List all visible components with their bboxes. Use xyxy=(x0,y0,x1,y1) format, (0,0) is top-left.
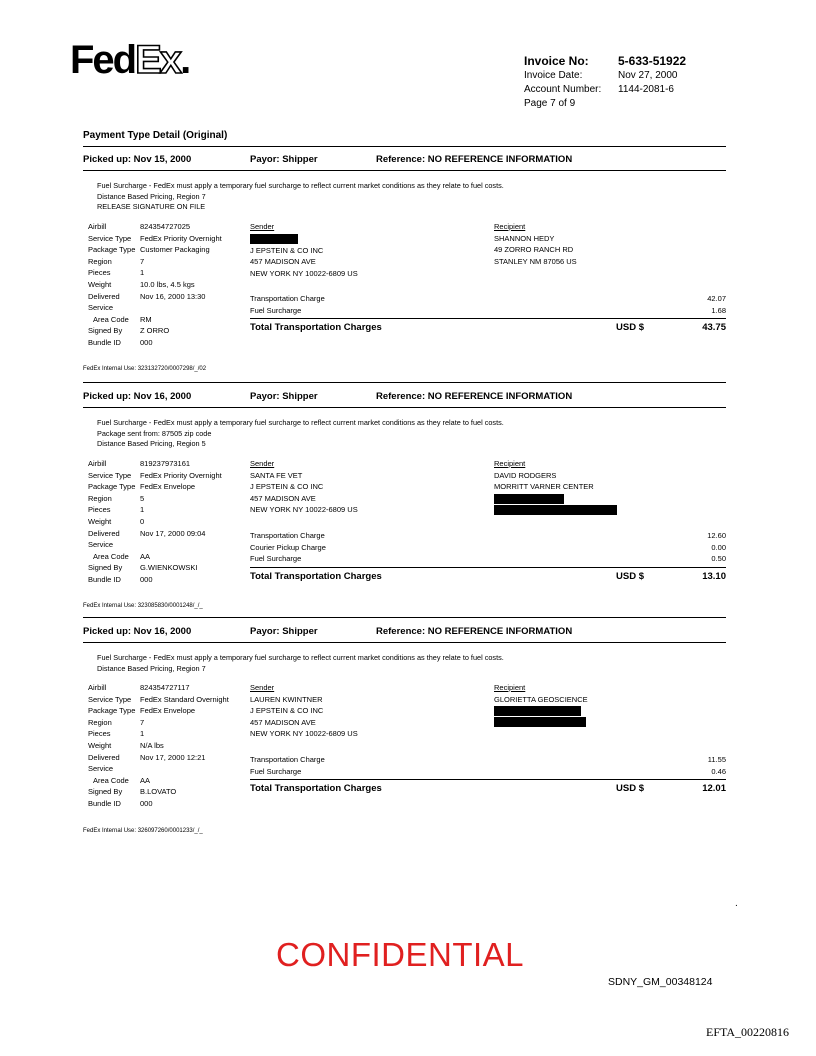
redaction-box xyxy=(494,706,581,716)
detail-row-region xyxy=(88,717,229,729)
detail-row-delivered xyxy=(88,752,229,764)
service-type-label: Service Type xyxy=(88,470,132,480)
detail-row-service xyxy=(88,539,222,551)
bundle-id-value: 000 xyxy=(140,574,153,584)
charges-rule xyxy=(250,318,726,319)
delivered-label: Delivered xyxy=(88,528,120,538)
recipient-line: DAVID RODGERS xyxy=(494,470,557,480)
footer-dot: . xyxy=(735,898,738,909)
detail-row-bundle-id xyxy=(88,798,229,810)
picked-up-date: Picked up: Nov 16, 2000 xyxy=(83,626,192,637)
page-number: Page 7 of 9 xyxy=(524,98,576,109)
charge-label: Transportation Charge xyxy=(250,294,325,303)
airbill-value: 824354727117 xyxy=(140,683,190,692)
weight-label: Weight xyxy=(88,516,112,526)
signed-by-value: Z ORRO xyxy=(140,326,170,336)
area-code-label: Area Code xyxy=(93,551,129,561)
redaction-box xyxy=(494,505,617,515)
section-title: Payment Type Detail (Original) xyxy=(83,130,228,141)
area-code-value: AA xyxy=(140,775,151,785)
charge-row xyxy=(250,293,726,305)
delivered-label: Delivered xyxy=(88,291,120,301)
recipient-line: GLORIETTA GEOSCIENCE xyxy=(494,694,588,704)
charges-table xyxy=(250,530,726,582)
charge-amount: 11.55 xyxy=(707,755,726,764)
detail-row-service xyxy=(88,302,222,314)
service-type-value: FedEx Priority Overnight xyxy=(140,470,222,480)
recipient-line: SHANNON HEDY xyxy=(494,233,555,243)
charges-rule xyxy=(250,779,726,780)
account-number-label: Account Number: xyxy=(524,84,602,95)
total-amount: 13.10 xyxy=(702,570,726,582)
picked-up-date: Picked up: Nov 16, 2000 xyxy=(83,391,192,402)
area-code-label: Area Code xyxy=(93,314,129,324)
invoice-date-label: Invoice Date: xyxy=(524,70,583,81)
charge-label: Fuel Surcharge xyxy=(250,305,302,315)
sender-line: 457 MADISON AVE xyxy=(250,717,316,727)
package-type-label: Package Type xyxy=(88,706,136,716)
service-type-label: Service Type xyxy=(88,694,132,704)
weight-label: Weight xyxy=(88,279,112,289)
shipment-notes xyxy=(97,181,504,213)
account-number-value: 1144-2081-6 xyxy=(618,84,674,95)
section-rule xyxy=(83,146,726,147)
bundle-id-label: Bundle ID xyxy=(88,798,121,808)
package-type-label: Package Type xyxy=(88,482,136,492)
header-rule xyxy=(83,170,726,171)
header-rule xyxy=(83,407,726,408)
detail-row-pieces xyxy=(88,728,229,740)
service-label: Service xyxy=(88,764,114,774)
signed-by-label: Signed By xyxy=(88,326,123,336)
note-line: Fuel Surcharge - FedEx must apply a temporary fuel surcharge to reflect current market conditions as they relate to fuel costs. xyxy=(97,653,504,662)
note-line: Distance Based Pricing, Region 7 xyxy=(97,663,206,673)
recipient-line: MORRITT VARNER CENTER xyxy=(494,482,594,492)
bundle-id-value: 000 xyxy=(140,798,153,808)
shipment-separator xyxy=(83,382,726,383)
shipment-notes xyxy=(97,653,504,674)
charge-row xyxy=(250,553,726,565)
service-type-value: FedEx Priority Overnight xyxy=(140,233,222,243)
bundle-id-value: 000 xyxy=(140,337,153,347)
logo-ex: Ex xyxy=(135,38,181,82)
service-type-label: Service Type xyxy=(88,233,132,243)
weight-value: N/A lbs xyxy=(140,740,164,750)
charge-amount: 0.46 xyxy=(711,766,726,776)
detail-row-area-code xyxy=(88,775,229,787)
charge-amount: 12.60 xyxy=(707,531,726,540)
detail-row-bundle-id xyxy=(88,574,222,586)
fedex-logo xyxy=(70,40,189,80)
charge-amount: 42.07 xyxy=(707,294,726,303)
detail-row-area-code xyxy=(88,551,222,563)
note-line: Distance Based Pricing, Region 5 xyxy=(97,439,206,448)
package-type-value: FedEx Envelope xyxy=(140,482,196,492)
charge-amount: 0.50 xyxy=(711,554,726,564)
recipient-line: STANLEY NM 87056 US xyxy=(494,256,577,266)
invoice-info xyxy=(524,53,686,111)
invoice-no-label: Invoice No: xyxy=(524,54,589,68)
detail-row-weight xyxy=(88,516,222,528)
sender-line: J EPSTEIN & CO INC xyxy=(250,706,324,716)
sender-line: SANTA FE VET xyxy=(250,470,303,480)
detail-row-weight xyxy=(88,740,229,752)
internal-use: FedEx Internal Use: 326097260/0001233/_/_ xyxy=(83,828,203,834)
total-row xyxy=(250,322,726,334)
recipient-label: Recipient xyxy=(494,459,526,468)
detail-row-region xyxy=(88,493,222,505)
internal-use: FedEx Internal Use: 323085830/0001248/_/_ xyxy=(83,603,203,609)
invoice-no-value: 5-633-51922 xyxy=(618,54,687,68)
total-label: Total Transportation Charges xyxy=(250,783,382,795)
payor: Payor: Shipper xyxy=(250,154,318,165)
airbill-value: 819237973161 xyxy=(140,459,191,468)
charge-label: Transportation Charge xyxy=(250,531,325,540)
detail-row-airbill xyxy=(88,458,222,470)
logo-dot: . xyxy=(180,38,190,82)
service-type-value: FedEx Standard Overnight xyxy=(140,694,229,704)
bates-number: SDNY_GM_00348124 xyxy=(608,976,713,988)
sender-line: 457 MADISON AVE xyxy=(250,257,316,267)
airbill-value: 824354727025 xyxy=(140,222,191,231)
detail-row-delivered xyxy=(88,528,222,540)
detail-row-region xyxy=(88,256,222,268)
total-amount: 43.75 xyxy=(702,322,726,334)
sender-label: Sender xyxy=(250,683,275,692)
detail-row-service-type xyxy=(88,694,229,706)
confidential-stamp: CONFIDENTIAL xyxy=(276,936,525,973)
detail-row-package-type xyxy=(88,705,229,717)
efta-number: EFTA_00220816 xyxy=(706,1025,790,1039)
redaction-box xyxy=(494,494,564,504)
shipment-details xyxy=(88,221,222,349)
currency: USD $ xyxy=(616,570,644,582)
sender-line: NEW YORK NY 10022-6809 US xyxy=(250,505,358,515)
logo-fed: Fed xyxy=(70,38,136,82)
sender-line: LAUREN KWINTNER xyxy=(250,694,323,704)
note-line: Fuel Surcharge - FedEx must apply a temporary fuel surcharge to reflect current market conditions as they relate to fuel costs. xyxy=(97,418,504,427)
sender-line: J EPSTEIN & CO INC xyxy=(250,482,324,492)
sender-address xyxy=(250,458,358,516)
service-label: Service xyxy=(88,303,114,313)
total-label: Total Transportation Charges xyxy=(250,570,382,582)
charge-row xyxy=(250,754,726,766)
bundle-id-label: Bundle ID xyxy=(88,337,121,347)
recipient-address xyxy=(494,682,588,728)
charge-label: Transportation Charge xyxy=(250,755,325,764)
charge-row xyxy=(250,305,726,317)
delivered-value: Nov 17, 2000 09:04 xyxy=(140,528,206,538)
detail-row-pieces xyxy=(88,267,222,279)
currency: USD $ xyxy=(616,783,644,795)
area-code-value: AA xyxy=(140,551,151,561)
detail-row-pieces xyxy=(88,504,222,516)
delivered-value: Nov 17, 2000 12:21 xyxy=(140,752,206,762)
charges-table xyxy=(250,754,726,795)
recipient-address xyxy=(494,458,617,516)
pieces-label: Pieces xyxy=(88,505,111,515)
header-rule xyxy=(83,642,726,643)
detail-row-service xyxy=(88,763,229,775)
sender-line: J EPSTEIN & CO INC xyxy=(250,245,324,255)
internal-use: FedEx Internal Use: 323132720/0007298/_/02 xyxy=(83,366,207,372)
airbill-label: Airbill xyxy=(88,459,107,468)
region-value: 7 xyxy=(140,256,145,266)
bundle-id-label: Bundle ID xyxy=(88,574,121,584)
sender-label: Sender xyxy=(250,459,275,468)
weight-value: 10.0 lbs, 4.5 kgs xyxy=(140,279,195,289)
charge-row xyxy=(250,542,726,554)
detail-row-airbill xyxy=(88,682,229,694)
signed-by-value: G.WIENKOWSKI xyxy=(140,563,198,573)
total-amount: 12.01 xyxy=(702,783,726,795)
sender-line: NEW YORK NY 10022-6809 US xyxy=(250,729,358,739)
detail-row-bundle-id xyxy=(88,337,222,349)
delivered-value: Nov 16, 2000 13:30 xyxy=(140,291,206,301)
package-type-value: FedEx Envelope xyxy=(140,706,196,716)
total-row xyxy=(250,783,726,795)
pieces-value: 1 xyxy=(140,268,145,278)
recipient-address xyxy=(494,221,577,267)
sender-address xyxy=(250,682,358,740)
detail-row-signed-by xyxy=(88,325,222,337)
charge-label: Courier Pickup Charge xyxy=(250,542,326,552)
note-line: Distance Based Pricing, Region 7 xyxy=(97,191,206,201)
weight-value: 0 xyxy=(140,516,145,526)
reference: Reference: NO REFERENCE INFORMATION xyxy=(376,391,573,402)
pieces-value: 1 xyxy=(140,505,145,515)
reference: Reference: NO REFERENCE INFORMATION xyxy=(376,626,573,637)
detail-row-weight xyxy=(88,279,222,291)
charge-row xyxy=(250,766,726,778)
charge-amount: 0.00 xyxy=(711,542,726,552)
note-line: RELEASE SIGNATURE ON FILE xyxy=(97,202,206,211)
sender-address xyxy=(250,221,358,279)
payor: Payor: Shipper xyxy=(250,391,318,402)
region-label: Region xyxy=(88,717,112,727)
shipment-details xyxy=(88,458,222,586)
airbill-label: Airbill xyxy=(88,222,107,231)
signed-by-label: Signed By xyxy=(88,563,123,573)
area-code-value: RM xyxy=(140,314,152,324)
detail-row-service-type xyxy=(88,470,222,482)
region-label: Region xyxy=(88,493,112,503)
detail-row-package-type xyxy=(88,481,222,493)
delivered-label: Delivered xyxy=(88,752,120,762)
sender-label: Sender xyxy=(250,222,275,231)
detail-row-area-code xyxy=(88,314,222,326)
note-line: Package sent from: 87505 zip code xyxy=(97,428,212,438)
charge-row xyxy=(250,530,726,542)
sender-line: NEW YORK NY 10022-6809 US xyxy=(250,268,358,278)
detail-row-package-type xyxy=(88,244,222,256)
signed-by-label: Signed By xyxy=(88,787,123,797)
total-label: Total Transportation Charges xyxy=(250,322,382,334)
shipment-details xyxy=(88,682,229,810)
redaction-box xyxy=(494,717,586,727)
charge-amount: 1.68 xyxy=(711,305,726,315)
detail-row-service-type xyxy=(88,233,222,245)
shipment-separator xyxy=(83,617,726,618)
invoice-date-value: Nov 27, 2000 xyxy=(618,70,678,81)
recipient-label: Recipient xyxy=(494,222,526,231)
pieces-label: Pieces xyxy=(88,268,111,278)
shipment-notes xyxy=(97,418,504,450)
currency: USD $ xyxy=(616,322,644,334)
detail-row-airbill xyxy=(88,221,222,233)
detail-row-signed-by xyxy=(88,786,229,798)
sender-line: 457 MADISON AVE xyxy=(250,493,316,503)
weight-label: Weight xyxy=(88,740,112,750)
package-type-label: Package Type xyxy=(88,245,136,255)
charge-label: Fuel Surcharge xyxy=(250,554,302,564)
payor: Payor: Shipper xyxy=(250,626,318,637)
detail-row-delivered xyxy=(88,291,222,303)
service-label: Service xyxy=(88,540,114,550)
charges-rule xyxy=(250,567,726,568)
redaction-box xyxy=(250,234,298,244)
pieces-label: Pieces xyxy=(88,729,111,739)
picked-up-date: Picked up: Nov 15, 2000 xyxy=(83,154,192,165)
signed-by-value: B.LOVATO xyxy=(140,787,177,797)
area-code-label: Area Code xyxy=(93,775,129,785)
detail-row-signed-by xyxy=(88,562,222,574)
pieces-value: 1 xyxy=(140,729,145,739)
charge-label: Fuel Surcharge xyxy=(250,766,302,776)
region-value: 5 xyxy=(140,493,145,503)
charges-table xyxy=(250,293,726,334)
region-value: 7 xyxy=(140,717,145,727)
recipient-line: 49 ZORRO RANCH RD xyxy=(494,245,574,255)
region-label: Region xyxy=(88,256,112,266)
total-row xyxy=(250,571,726,583)
note-line: Fuel Surcharge - FedEx must apply a temporary fuel surcharge to reflect current market conditions as they relate to fuel costs. xyxy=(97,181,504,190)
package-type-value: Customer Packaging xyxy=(140,245,210,255)
reference: Reference: NO REFERENCE INFORMATION xyxy=(376,154,573,165)
airbill-label: Airbill xyxy=(88,683,107,692)
recipient-label: Recipient xyxy=(494,683,526,692)
